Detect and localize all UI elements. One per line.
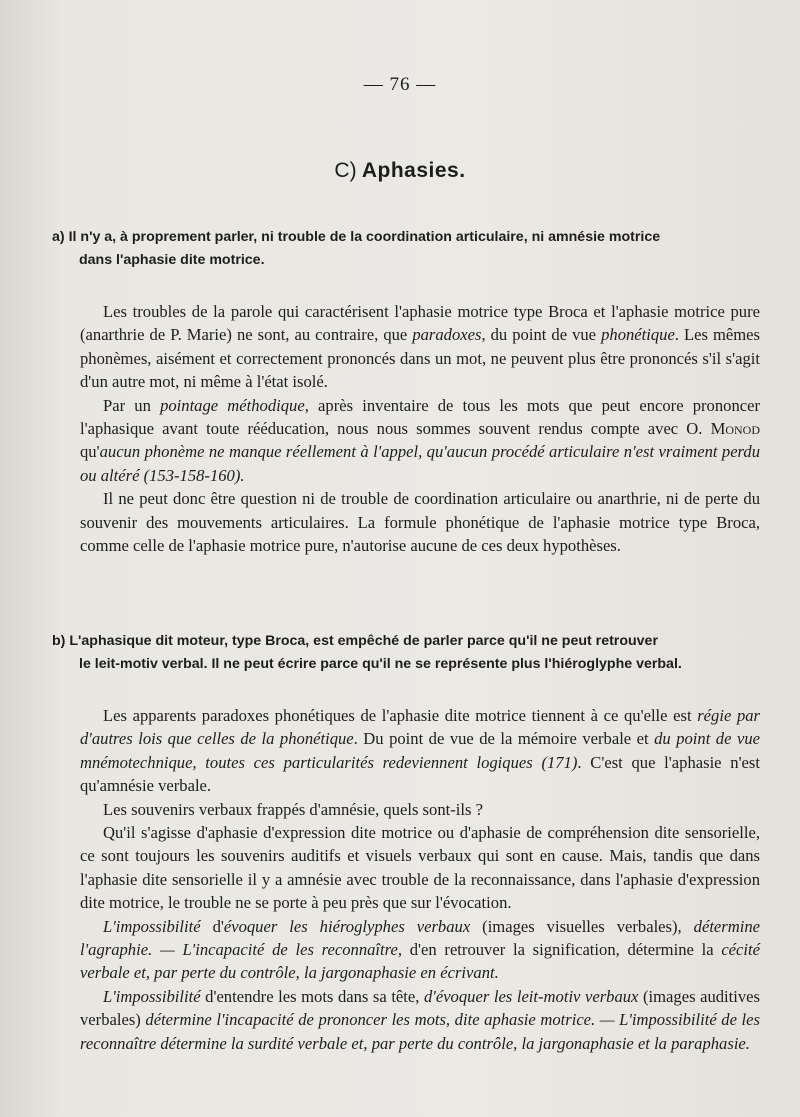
- paragraph: [80, 300, 760, 394]
- text-run: , d'en retrouver la signification, détermine la: [397, 940, 722, 960]
- italic-run: cécité verbale et, par perte du contrôle, la jargonaphasie en écrivant.: [80, 940, 760, 983]
- heading-letter: C): [334, 159, 357, 182]
- italic-run: détermine l'incapacité de prononcer les mots, dite aphasie motrice. — L'impossibilité de les reconnaître détermine la surdité verbale et, par perte du contrôle, la jargonaphasie et la paraphasie.: [80, 1010, 760, 1053]
- chapter-heading: [0, 158, 800, 183]
- paragraph: [80, 394, 760, 488]
- page-number: — 76 —: [363, 74, 437, 95]
- author-name: Monod: [710, 419, 760, 439]
- text-run: Les troubles de la parole qui caractérisent l'aphasie motrice type Broca et l'aphasie motrice pure (anarthrie de P. Marie) ne sont, au contraire, que: [80, 302, 760, 345]
- text-run: , après inventaire de tous les mots que peut encore prononcer l'aphasique avant toute rééducation, nous nous sommes souvent rendus compte avec O.: [80, 395, 760, 439]
- italic-run: L'impossibilité: [103, 986, 201, 1006]
- subheading-a-line2: dans l'aphasie dite motrice.: [79, 252, 265, 268]
- subheading-a: [52, 226, 758, 272]
- paragraph: [80, 704, 760, 798]
- text-run: d': [200, 916, 224, 936]
- text-run: Les souvenirs verbaux frappés d'amnésie, quels sont-ils ?: [103, 799, 483, 819]
- heading-title: Aphasies.: [361, 159, 466, 182]
- section-b-body: [80, 704, 760, 1055]
- italic-run: régie par d'autres lois que celles de la phonétique: [80, 706, 760, 749]
- italic-run: d'évoquer les leit-motiv verbaux: [423, 986, 639, 1006]
- text-run: (images visuelles verbales),: [470, 916, 694, 936]
- italic-run: paradoxes: [412, 325, 482, 345]
- text-run: Il ne peut donc être question ni de trouble de coordination articulaire ou anarthrie, ni de perte du souvenir des mouvements articulaires. La formule phonétique de l'aphasie motrice type Broca, comme celle de l'aphasie motrice pure, n'autorise aucune de ces deux hypothèses.: [80, 489, 760, 556]
- italic-run: du point de vue mnémotechnique, toutes ces particularités redeviennent logiques (171): [80, 729, 760, 772]
- italic-run: détermine l'agraphie. — L'incapacité de les reconnaître: [80, 916, 761, 960]
- paragraph: [80, 821, 760, 915]
- subheading-a-line1: Il n'y a, à proprement parler, ni trouble de la coordination articulaire, ni amnésie motrice: [68, 229, 661, 245]
- text-run: . C'est que l'aphasie n'est qu'amnésie verbale.: [80, 752, 760, 796]
- section-a-body: [80, 300, 760, 557]
- subheading-a-label: a): [52, 229, 65, 245]
- text-run: . Les mêmes phonèmes, aisément et correctement prononcés dans un mot, ne peuvent plus être prononcés s'il s'agit d'un autre mot, ni même à l'état isolé.: [80, 325, 760, 392]
- text-run: qu': [80, 442, 100, 462]
- paragraph: [80, 915, 760, 985]
- text-run: . Du point de vue de la mémoire verbale et: [353, 729, 655, 749]
- subheading-b-label: b): [52, 633, 66, 649]
- italic-run: L'impossibilité: [103, 916, 201, 936]
- text-run: (images auditives verbales): [80, 986, 760, 1030]
- subheading-b-line2: le leit-motiv verbal. Il ne peut écrire parce qu'il ne se représente plus l'hiéroglyphe verbal.: [79, 656, 682, 672]
- text-run: , du point de vue: [481, 325, 602, 345]
- italic-run: phonétique: [601, 325, 675, 345]
- paragraph: [80, 798, 760, 821]
- subheading-b-line1: L'aphasique dit moteur, type Broca, est empêché de parler parce qu'il ne peut retrouver: [69, 633, 658, 649]
- subheading-b: [52, 630, 758, 676]
- paragraph: [80, 487, 760, 557]
- italic-run: aucun phonème ne manque réellement à l'appel, qu'aucun procédé articulaire n'est vraiment perdu ou altéré (153-158-160).: [80, 442, 760, 485]
- text-run: d'entendre les mots dans sa tête,: [200, 986, 424, 1006]
- text-run: Par un: [103, 395, 161, 415]
- paragraph: [80, 985, 760, 1055]
- italic-run: évoquer les hiéroglyphes verbaux: [223, 916, 471, 936]
- text-run: Les apparents paradoxes phonétiques de l'aphasie dite motrice tiennent à ce qu'elle est: [103, 706, 698, 725]
- text-run: Qu'il s'agisse d'aphasie d'expression dite motrice ou d'aphasie de compréhension dite sensorielle, ce sont toujours les souvenirs auditifs et visuels verbaux qui sont en cause. Mais, tandis que dans l'aphasie dite sensorielle il y a amnésie avec trouble de la reconnaissance, dans l'aphasie d'expression dite motrice, le trouble ne se porte à peu près que sur l'évocation.: [80, 823, 760, 913]
- italic-run: pointage méthodique: [160, 395, 305, 415]
